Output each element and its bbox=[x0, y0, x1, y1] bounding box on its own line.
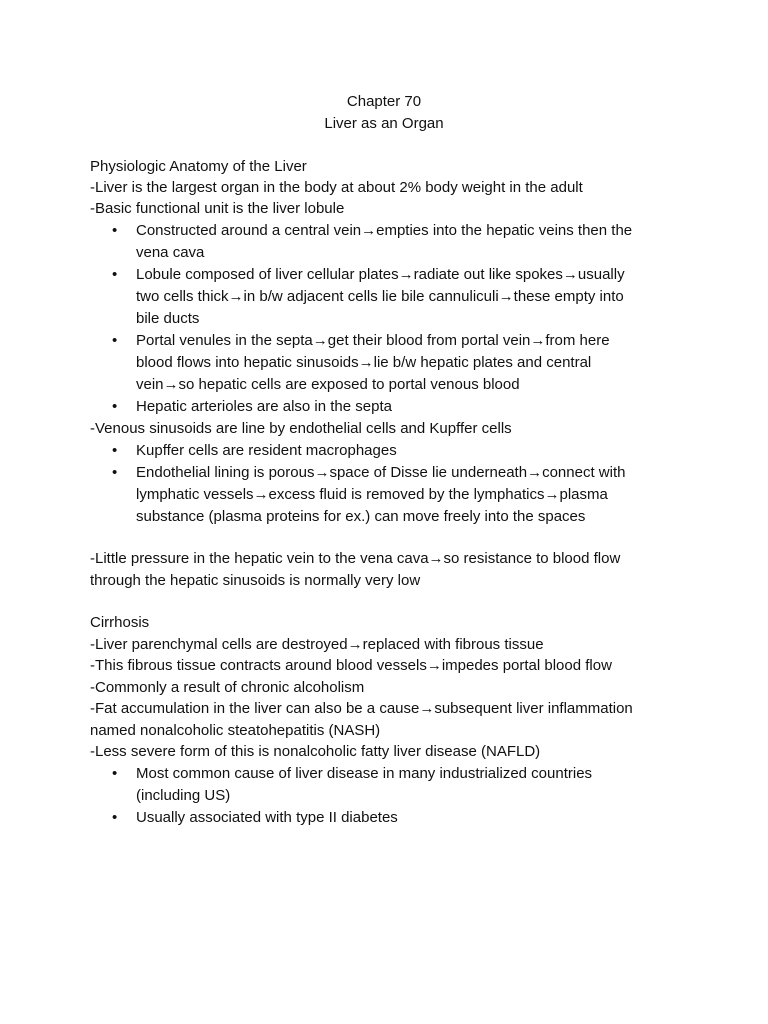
bullet-marker: • bbox=[112, 332, 118, 349]
bullet-marker: • bbox=[112, 765, 118, 782]
text-line: through the hepatic sinusoids is normally very low bbox=[90, 572, 421, 589]
bullet-marker: • bbox=[112, 222, 118, 239]
bullet-text: lymphatic vessels→excess fluid is removed by the lymphatics→plasma bbox=[136, 486, 608, 503]
bullet-text: Hepatic arterioles are also in the septa bbox=[136, 398, 392, 415]
text-line: -Venous sinusoids are line by endothelial cells and Kupffer cells bbox=[90, 420, 512, 437]
chapter-number: Chapter 70 bbox=[346, 93, 422, 110]
bullet-text: Kupffer cells are resident macrophages bbox=[136, 442, 397, 459]
bullet-marker: • bbox=[112, 809, 118, 826]
bullet-text: Endothelial lining is porous→space of Disse lie underneath→connect with bbox=[136, 464, 626, 481]
page-title: Liver as an Organ bbox=[324, 115, 444, 132]
text-line: -Little pressure in the hepatic vein to the vena cava→so resistance to blood flow bbox=[90, 550, 621, 567]
bullet-text: Constructed around a central vein→empties into the hepatic veins then the bbox=[136, 222, 633, 239]
bullet-text: bile ducts bbox=[136, 310, 200, 327]
bullet-marker: • bbox=[112, 398, 118, 415]
bullet-text: (including US) bbox=[136, 787, 231, 804]
bullet-text: vena cava bbox=[136, 244, 205, 261]
bullet-text: Portal venules in the septa→get their blood from portal vein→from here bbox=[136, 332, 610, 349]
text-line: -Commonly a result of chronic alcoholism bbox=[90, 679, 365, 696]
text-line: -Liver parenchymal cells are destroyed→replaced with fibrous tissue bbox=[90, 636, 544, 653]
bullet-text: Usually associated with type II diabetes bbox=[136, 809, 398, 826]
section-heading-anatomy: Physiologic Anatomy of the Liver bbox=[90, 158, 307, 175]
text-line: -Less severe form of this is nonalcoholic fatty liver disease (NAFLD) bbox=[90, 743, 541, 760]
bullet-marker: • bbox=[112, 442, 118, 459]
text-line: -Fat accumulation in the liver can also be a cause→subsequent liver inflammation bbox=[90, 700, 633, 717]
bullet-text: two cells thick→in b/w adjacent cells lie bile cannuliculi→these empty into bbox=[136, 288, 624, 305]
bullet-text: blood flows into hepatic sinusoids→lie b/w hepatic plates and central bbox=[136, 354, 592, 371]
text-line: -Basic functional unit is the liver lobule bbox=[90, 200, 345, 217]
text-line: -Liver is the largest organ in the body at about 2% body weight in the adult bbox=[90, 179, 583, 196]
text-line: -This fibrous tissue contracts around blood vessels→impedes portal blood flow bbox=[90, 657, 612, 674]
bullet-text: Most common cause of liver disease in many industrialized countries bbox=[136, 765, 593, 782]
bullet-text: substance (plasma proteins for ex.) can move freely into the spaces bbox=[136, 508, 586, 525]
bullet-marker: • bbox=[112, 266, 118, 283]
bullet-marker: • bbox=[112, 464, 118, 481]
text-line: named nonalcoholic steatohepatitis (NASH) bbox=[90, 722, 381, 739]
bullet-text: vein→so hepatic cells are exposed to portal venous blood bbox=[136, 376, 520, 393]
bullet-text: Lobule composed of liver cellular plates→radiate out like spokes→usually bbox=[136, 266, 625, 283]
section-heading-cirrhosis: Cirrhosis bbox=[90, 614, 150, 631]
